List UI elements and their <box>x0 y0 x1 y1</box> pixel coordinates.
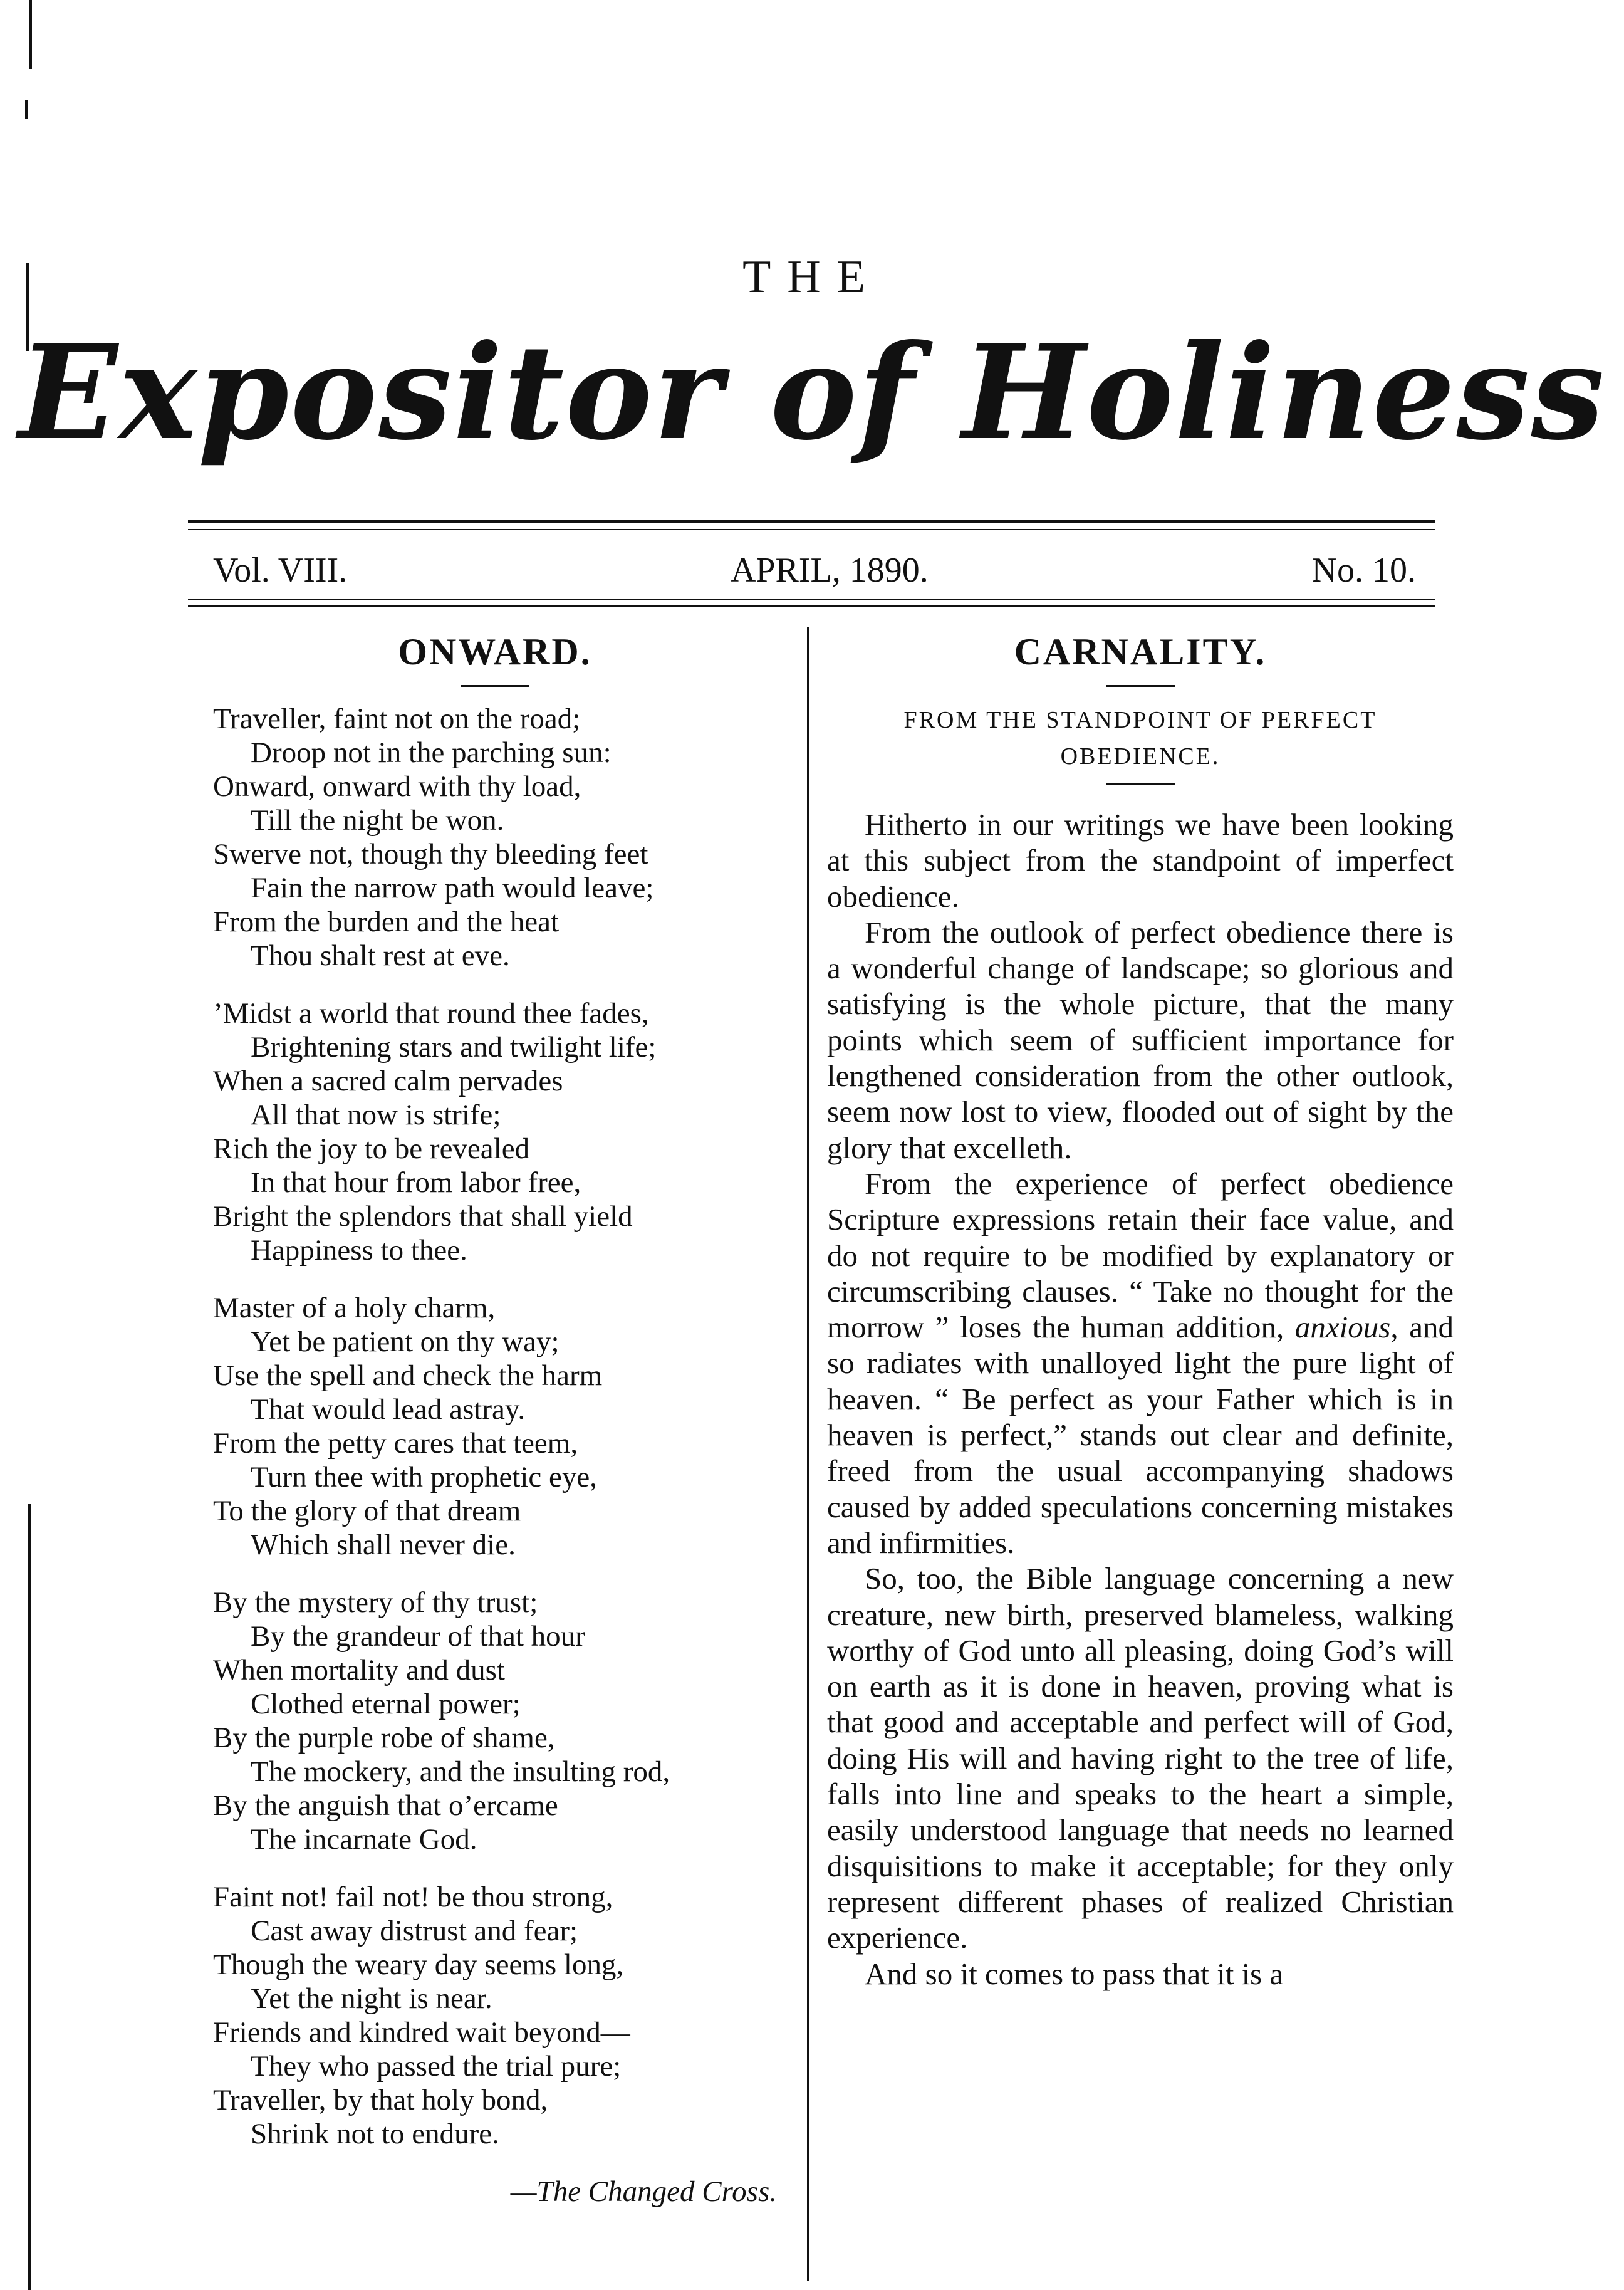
poem-line: Rich the joy to be revealed <box>213 1132 530 1165</box>
poem-body <box>213 702 777 2151</box>
bottom-double-rule-2 <box>188 605 1435 607</box>
poem-line: Happiness to thee. <box>251 1234 467 1267</box>
poem-line: Which shall never die. <box>251 1529 516 1561</box>
article-paragraph <box>827 1166 1454 1561</box>
masthead-title: Expositor of Holiness <box>18 316 1606 469</box>
poem-line: When mortality and dust <box>213 1654 505 1686</box>
poem-line: Thou shalt rest at eve. <box>251 939 510 972</box>
poem-line: Traveller, by that holy bond, <box>213 2084 548 2116</box>
poem-attribution: —The Changed Cross. <box>510 2175 777 2208</box>
article-column <box>827 630 1454 1992</box>
article-title: CARNALITY. <box>1014 631 1267 672</box>
poem-title: ONWARD. <box>398 631 592 672</box>
poem-line: They who passed the trial pure; <box>251 2050 622 2083</box>
poem-line: Cast away distrust and fear; <box>251 1915 578 1947</box>
article-paragraph <box>827 807 1454 914</box>
poem-line: All that now is strife; <box>251 1099 501 1131</box>
paragraph-text: And so it comes to pass that it is a <box>865 1956 1284 1991</box>
poem-line: In that hour from labor free, <box>251 1166 581 1199</box>
poem-line: Yet the night is near. <box>251 1982 492 2015</box>
poem-line: By the mystery of thy trust; <box>213 1586 538 1619</box>
poem-line: Use the spell and check the harm <box>213 1359 603 1392</box>
paragraph-text: , and so radiates with unalloyed light the pure light of heaven. “ Be perfect as your Father which is in heaven is perfect,” stands out clear and definite, freed from the usual accompanying shadows caused by added speculations concerning mistakes and infirmities. <box>827 1310 1454 1560</box>
paragraph-text: From the outlook of perfect obedience there is a wonderful change of landscape; so glorious and satisfying is the whole picture, that the many points which seem of sufficient importance for lengthened consideration from the other outlook, seem now lost to view, flooded out of sight by the glory that excelleth. <box>827 914 1454 1165</box>
poem-line: When a sacred calm pervades <box>213 1065 563 1097</box>
paragraph-text: So, too, the Bible language concerning a new creature, new birth, preserved blameless, walking worthy of God unto all pleasing, doing God’s will on earth as it is done in heaven, proving what is that good and acceptable and perfect will of God, doing His will and having right to the tree of life, falls into line and speaks to the heart a simple, easily understood language that needs no learned disquisitions to make it acceptable; for they only represent different phases of realized Christian experience. <box>827 1561 1454 1955</box>
poem-line: Swerve not, though thy bleeding feet <box>213 838 648 871</box>
poem-column <box>213 630 777 2209</box>
paragraph-text: From the experience of perfect obedience Scripture expressions retain their face value, and do not require to be modified by explanatory or circumscribing clauses. “ Take no thought for the morrow ” loses the human addition, <box>827 1166 1454 1345</box>
poem-line: Though the weary day seems long, <box>213 1948 624 1981</box>
poem-line: Onward, onward with thy load, <box>213 770 581 803</box>
poem-line: Turn thee with prophetic eye, <box>251 1461 598 1493</box>
article-subtitle: FROM THE STANDPOINT OF PERFECT <box>903 707 1377 733</box>
poem-line: Bright the splendors that shall yield <box>213 1200 633 1233</box>
poem-line: Clothed eternal power; <box>251 1688 521 1720</box>
issue-info-row <box>213 545 1416 595</box>
article-paragraph <box>827 1561 1454 1955</box>
article-subtitle: OBEDIENCE. <box>1060 743 1221 770</box>
poem-line: Brightening stars and twilight life; <box>251 1031 657 1064</box>
issue-number: No. 10. <box>1311 551 1416 590</box>
top-double-rule-2 <box>188 529 1435 530</box>
poem-stanza <box>213 1586 777 1856</box>
issue-date: APRIL, 1890. <box>730 551 929 590</box>
poem-line: ’Midst a world that round thee fades, <box>213 997 649 1030</box>
poem-line: Master of a holy charm, <box>213 1292 496 1324</box>
article-title-rule <box>1106 685 1175 687</box>
article-paragraph <box>827 1956 1454 1992</box>
poem-line: The incarnate God. <box>251 1823 477 1856</box>
italic-word: anxious <box>1294 1310 1391 1345</box>
poem-line: From the burden and the heat <box>213 906 560 938</box>
poem-line: Shrink not to endure. <box>251 2118 499 2150</box>
top-double-rule-1 <box>188 520 1435 523</box>
poem-stanza <box>213 996 777 1267</box>
poem-line: By the anguish that o’ercame <box>213 1789 558 1822</box>
volume-label: Vol. VIII. <box>213 551 348 590</box>
poem-stanza <box>213 1880 777 2151</box>
poem-line: Fain the narrow path would leave; <box>251 872 654 904</box>
poem-line: Yet be patient on thy way; <box>251 1325 560 1358</box>
poem-line: Friends and kindred wait beyond— <box>213 2016 630 2049</box>
column-divider <box>807 627 809 2281</box>
paragraph-text: Hitherto in our writings we have been looking at this subject from the standpoint of imperfect obedience. <box>827 807 1454 914</box>
poem-line: From the petty cares that teem, <box>213 1427 578 1460</box>
masthead-the: THE <box>742 251 882 303</box>
poem-stanza <box>213 702 777 973</box>
article-paragraph <box>827 914 1454 1166</box>
poem-line: By the grandeur of that hour <box>251 1620 585 1653</box>
poem-line: By the purple robe of shame, <box>213 1722 555 1754</box>
poem-line: The mockery, and the insulting rod, <box>251 1755 670 1788</box>
poem-line: Faint not! fail not! be thou strong, <box>213 1881 613 1913</box>
poem-title-rule <box>461 685 529 687</box>
poem-line: Droop not in the parching sun: <box>251 736 612 769</box>
scan-edge-mark <box>29 0 32 69</box>
article-subtitle-rule <box>1106 783 1175 785</box>
bottom-double-rule-1 <box>188 599 1435 600</box>
scan-edge-mark <box>28 1504 31 2290</box>
poem-line: Till the night be won. <box>251 804 504 837</box>
article-body <box>827 807 1454 1992</box>
poem-line: Traveller, faint not on the road; <box>213 703 581 735</box>
poem-line: That would lead astray. <box>251 1393 526 1426</box>
scan-edge-mark <box>25 100 28 119</box>
poem-line: To the glory of that dream <box>213 1495 521 1527</box>
poem-stanza <box>213 1291 777 1562</box>
